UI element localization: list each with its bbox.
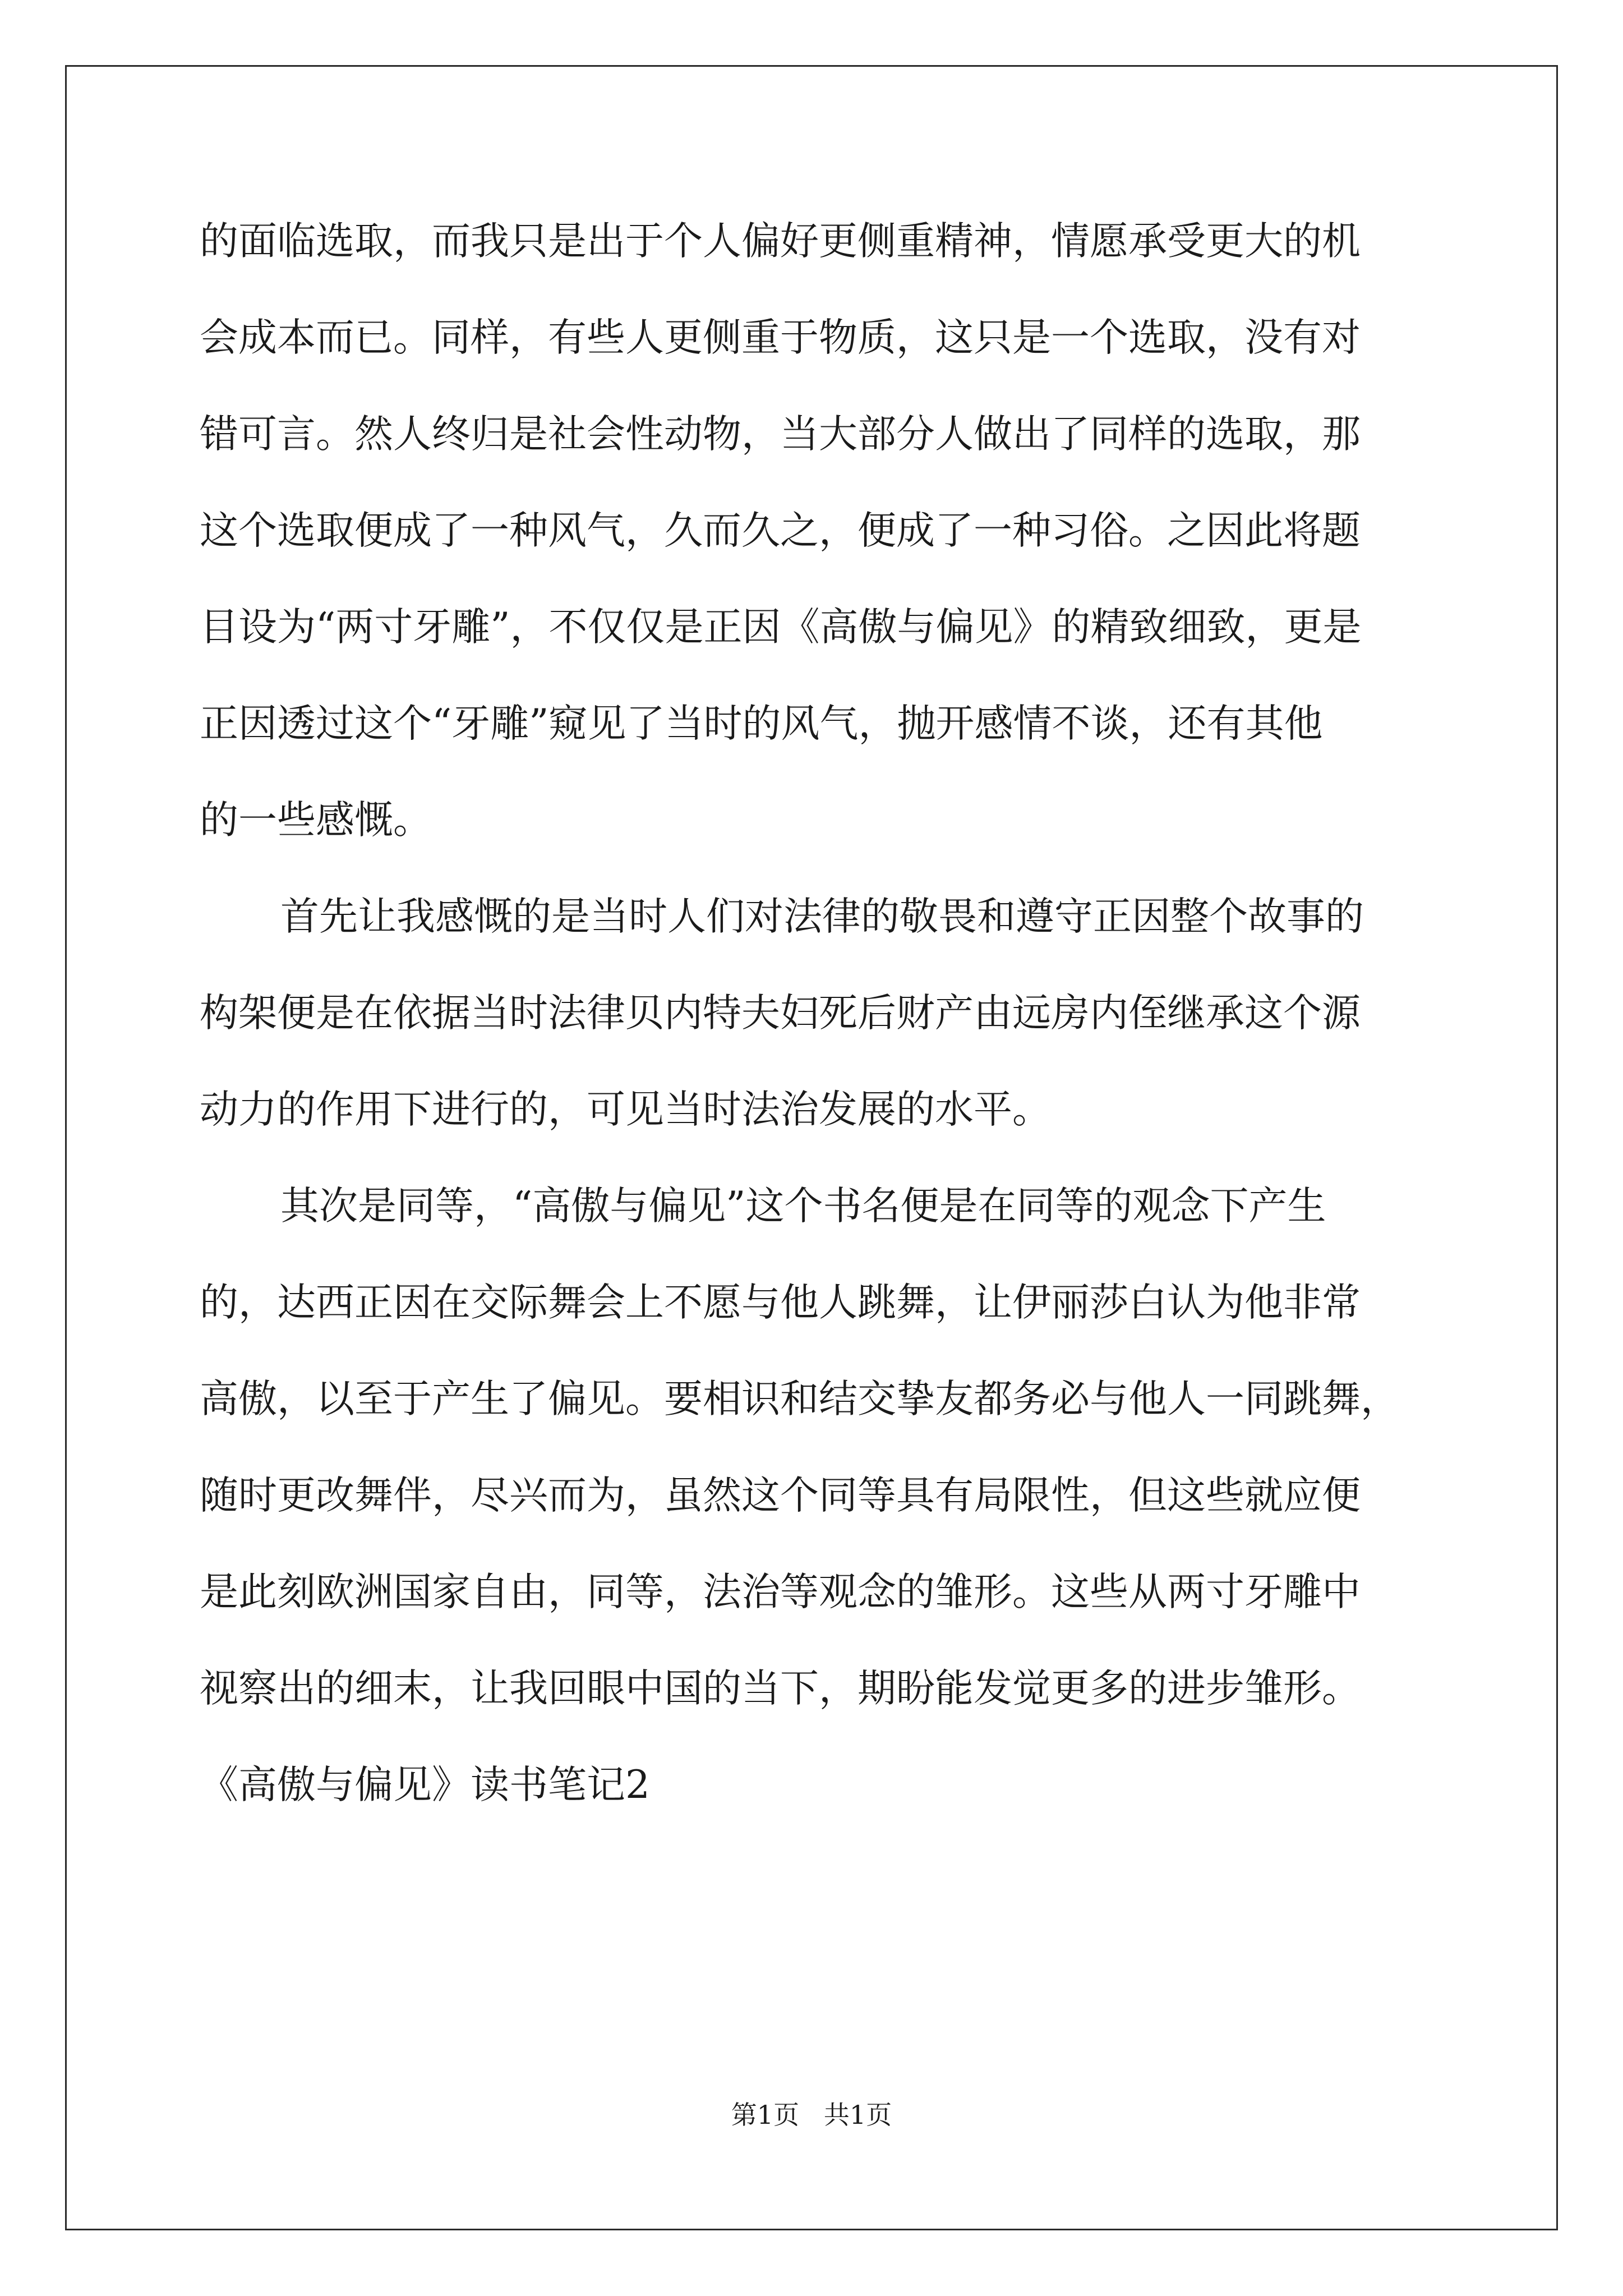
- text-line: 的一些感慨。: [200, 798, 432, 843]
- page-number-footer: 第1页 共1页: [731, 2100, 892, 2130]
- text-line: 错可言。然人终归是社会性动物，当大部分人做出了同样的选取，那: [200, 412, 1361, 457]
- text-line: 动力的作用下进行的，可见当时法治发展的水平。: [200, 1087, 1051, 1132]
- text-line: 随时更改舞伴，尽兴而为，虽然这个同等具有局限性，但这些就应便: [200, 1473, 1361, 1518]
- text-line: 视察出的细末，让我回眼中国的当下，期盼能发觉更多的进步雏形。: [200, 1666, 1361, 1711]
- text-line: 构架便是在依据当时法律贝内特夫妇死后财产由远房内侄继承这个源: [200, 991, 1361, 1036]
- paragraph-start-line: 其次是同等，“高傲与偏见”这个书名便是在同等的观念下产生: [280, 1184, 1326, 1228]
- text-line: 是此刻欧洲国家自由，同等，法治等观念的雏形。这些从两寸牙雕中: [200, 1570, 1361, 1614]
- text-line: 目设为“两寸牙雕”，不仅仅是正因《高傲与偏见》的精致细致，更是: [200, 605, 1362, 650]
- text-line: 这个选取便成了一种风气，久而久之，便成了一种习俗。之因此将题: [200, 508, 1361, 553]
- paragraph-start-line: 首先让我感慨的是当时人们对法律的敬畏和遵守正因整个故事的: [280, 894, 1364, 939]
- text-line: 正因透过这个“牙雕”窥见了当时的风气，抛开感情不谈，还有其他: [200, 701, 1323, 746]
- text-line: 的，达西正因在交际舞会上不愿与他人跳舞，让伊丽莎白认为他非常: [200, 1280, 1361, 1325]
- page-border: [65, 65, 1558, 2230]
- text-line: 的面临选取，而我只是出于个人偏好更侧重精神，情愿承受更大的机: [200, 219, 1361, 264]
- section-heading: 《高傲与偏见》读书笔记2: [200, 1763, 650, 1807]
- text-line: 会成本而已。同样，有些人更侧重于物质，这只是一个选取，没有对: [200, 315, 1361, 360]
- text-line: 高傲，以至于产生了偏见。要相识和结交挚友都务必与他人一同跳舞，: [200, 1377, 1399, 1421]
